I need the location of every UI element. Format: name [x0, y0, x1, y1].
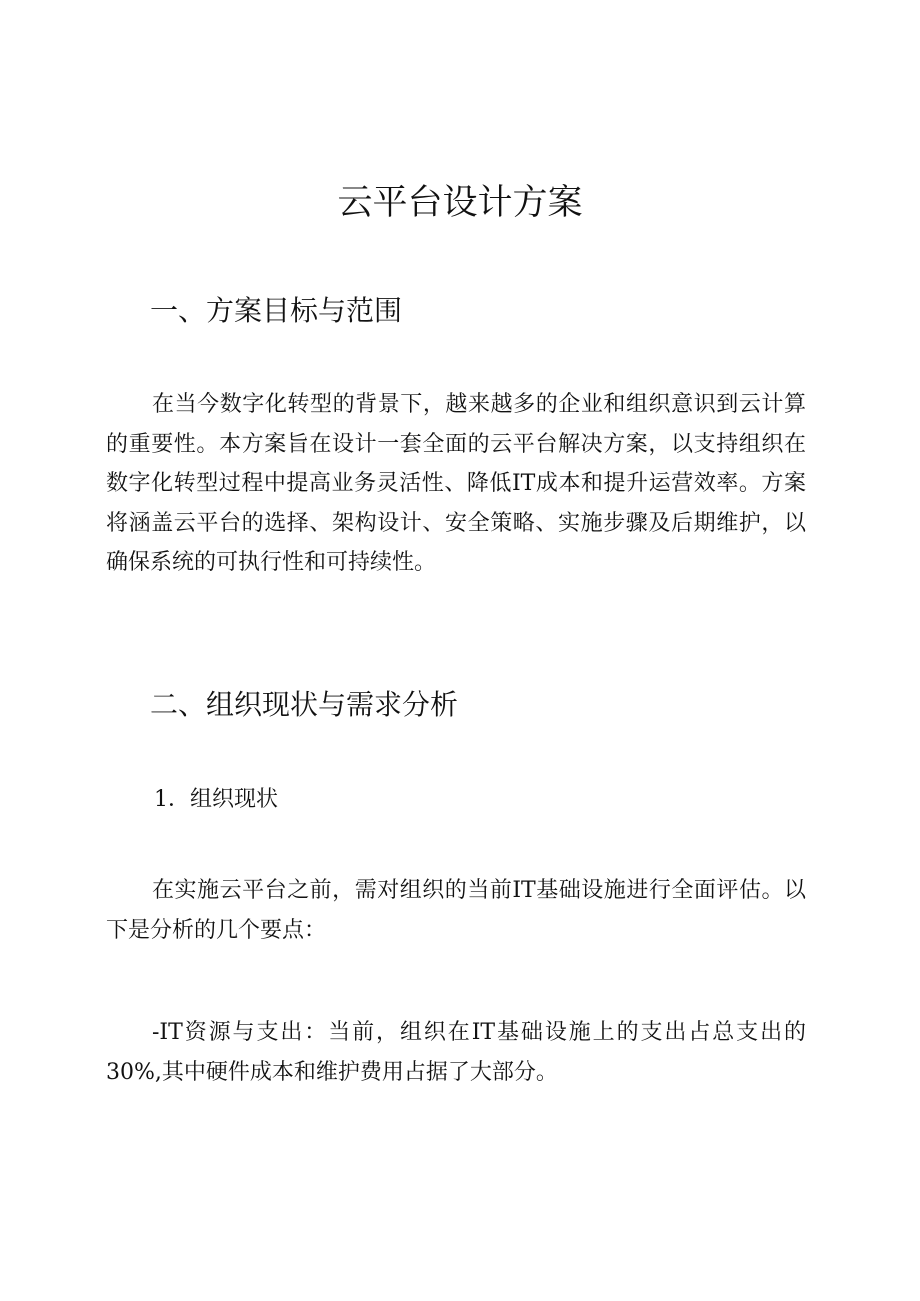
- subsection-1-heading: 1．组织现状: [154, 787, 278, 812]
- section-2-paragraph-2: -IT资源与支出：当前，组织在IT基础设施上的支出占总支出的30%,其中硬件成本和维护费用占据了大部分。: [106, 1020, 806, 1085]
- section-1-paragraph: 在当今数字化转型的背景下，越来越多的企业和组织意识到云计算的重要性。本方案旨在设计一套全面的云平台解决方案，以支持组织在数字化转型过程中提高业务灵活性、降低IT成本和提升运营效率。方案将涵盖云平台的选择、架构设计、安全策略、实施步骤及后期维护，以确保系统的可执行性和可持续性。: [106, 392, 806, 575]
- document-title: 云平台设计方案: [337, 183, 583, 223]
- section-2-heading: 二、组织现状与需求分析: [150, 688, 459, 721]
- section-2-paragraph-1: 在实施云平台之前，需对组织的当前IT基础设施进行全面评估。以下是分析的几个要点：: [106, 878, 806, 943]
- section-1-heading: 一、方案目标与范围: [150, 294, 403, 327]
